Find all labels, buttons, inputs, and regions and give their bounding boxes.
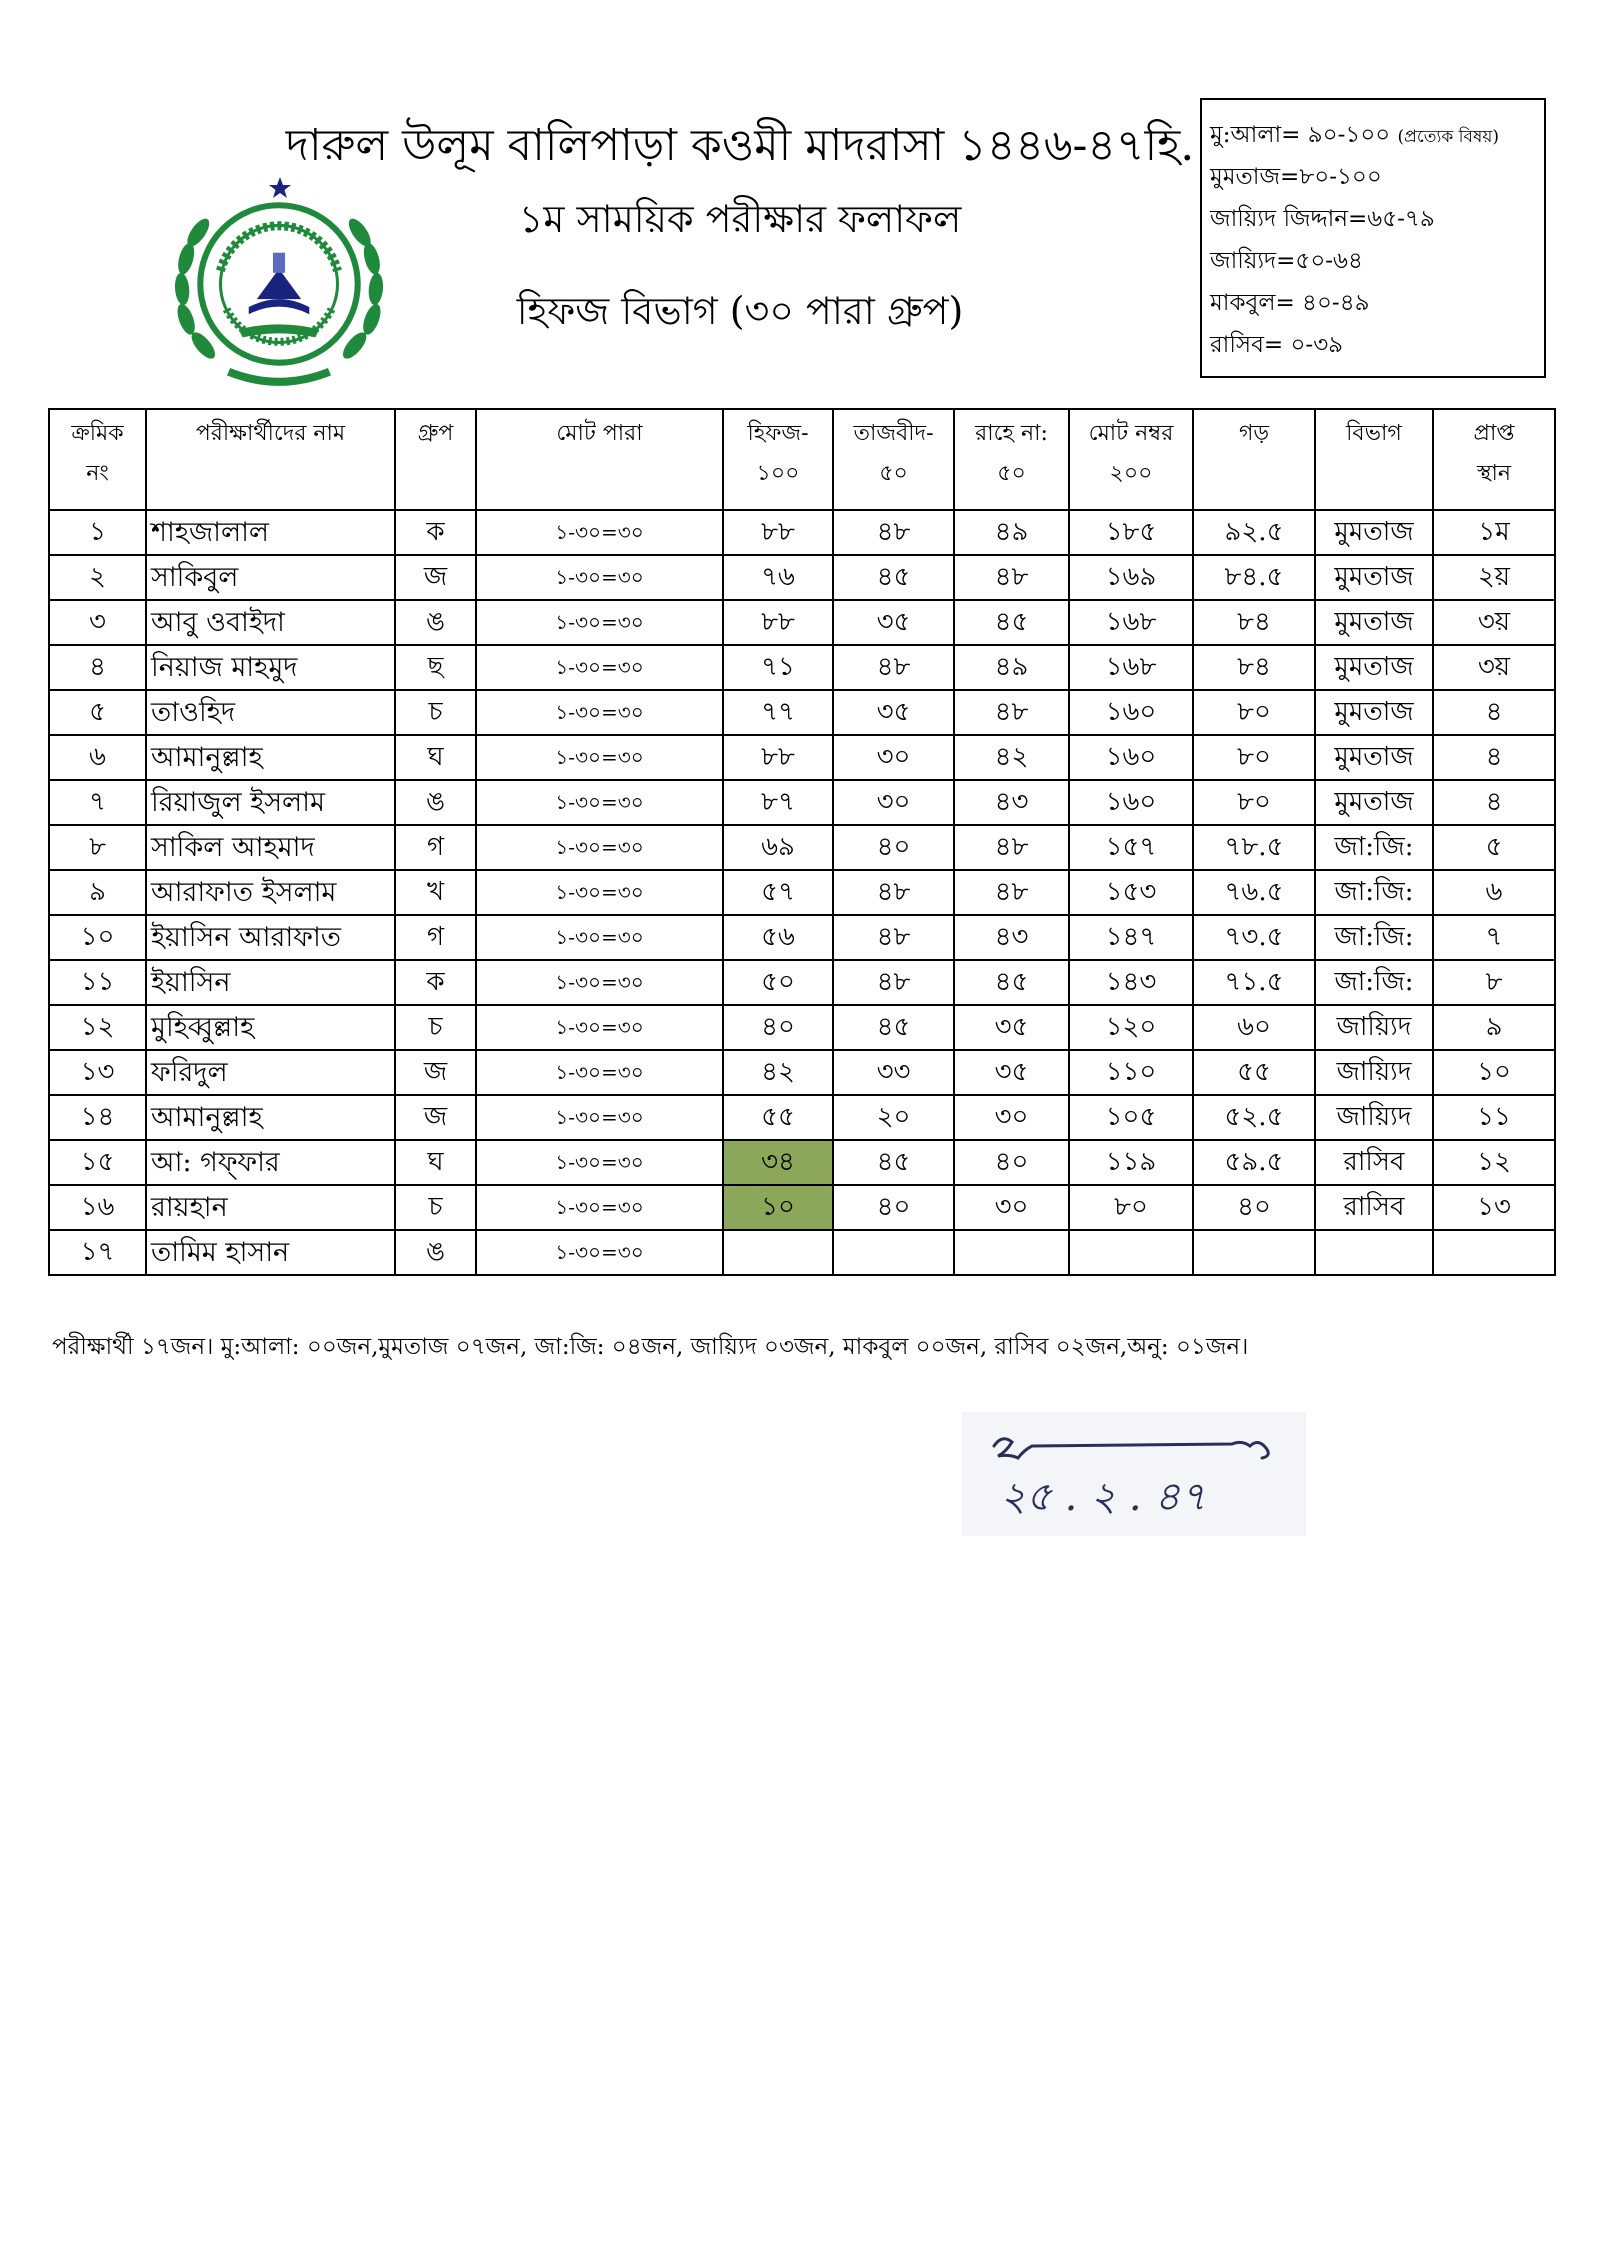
cell-rahe: ৪২ <box>954 735 1069 780</box>
cell-total <box>1069 1230 1193 1275</box>
cell-position: ৪ <box>1433 735 1555 780</box>
cell-group: জ <box>395 1050 476 1095</box>
cell-hifz: ৮৭ <box>723 780 833 825</box>
cell-avg: ৪০ <box>1193 1185 1315 1230</box>
cell-para: ১-৩০=৩০ <box>476 1140 723 1185</box>
cell-group: চ <box>395 1185 476 1230</box>
cell-position: ৪ <box>1433 690 1555 735</box>
cell-total: ১৪৩ <box>1069 960 1193 1005</box>
column-header-sublabel: স্থান <box>1476 461 1512 486</box>
cell-total: ১৬৮ <box>1069 645 1193 690</box>
cell-para: ১-৩০=৩০ <box>476 870 723 915</box>
cell-para: ১-৩০=৩০ <box>476 825 723 870</box>
cell-group: খ <box>395 870 476 915</box>
cell-tajweed: ৪৫ <box>833 555 954 600</box>
cell-tajweed: ৪৮ <box>833 870 954 915</box>
table-row <box>49 1140 1555 1185</box>
cell-division: জা:জি: <box>1315 870 1433 915</box>
column-header-label: গ্রুপ <box>417 421 454 446</box>
grade-line: জায়্যিদ=৫০-৬৪ <box>1210 248 1363 274</box>
table-row <box>49 780 1555 825</box>
cell-division: জা:জি: <box>1315 915 1433 960</box>
table-row <box>49 1050 1555 1095</box>
cell-avg <box>1193 1230 1315 1275</box>
cell-sl: ৯ <box>49 870 146 915</box>
cell-tajweed: ৩৫ <box>833 600 954 645</box>
cell-hifz: ৭৭ <box>723 690 833 735</box>
cell-sl: ৩ <box>49 600 146 645</box>
column-header <box>954 409 1069 510</box>
cell-sl: ১০ <box>49 915 146 960</box>
cell-para: ১-৩০=৩০ <box>476 1230 723 1275</box>
cell-division: জায়্যিদ <box>1315 1095 1433 1140</box>
cell-total: ১৬৯ <box>1069 555 1193 600</box>
cell-total: ১৬৮ <box>1069 600 1193 645</box>
cell-rahe: ৩৫ <box>954 1005 1069 1050</box>
cell-rahe: ৪৫ <box>954 960 1069 1005</box>
cell-name: আমানুল্লাহ <box>146 735 395 780</box>
cell-para: ১-৩০=৩০ <box>476 645 723 690</box>
cell-para: ১-৩০=৩০ <box>476 1095 723 1140</box>
cell-tajweed: ৩৫ <box>833 690 954 735</box>
table-row <box>49 600 1555 645</box>
cell-hifz: ৩৪ <box>723 1140 833 1185</box>
cell-para: ১-৩০=৩০ <box>476 1050 723 1095</box>
cell-name: ইয়াসিন আরাফাত <box>146 915 395 960</box>
cell-position: ৮ <box>1433 960 1555 1005</box>
table-row <box>49 960 1555 1005</box>
cell-avg: ৮৪.৫ <box>1193 555 1315 600</box>
grade-scale-box <box>1200 98 1546 378</box>
column-header-label: মোট নম্বর <box>1088 421 1174 446</box>
cell-division: জায়্যিদ <box>1315 1050 1433 1095</box>
cell-avg: ৭৮.৫ <box>1193 825 1315 870</box>
cell-sl: ৮ <box>49 825 146 870</box>
table-row <box>49 555 1555 600</box>
table-row <box>49 825 1555 870</box>
cell-rahe: ৪০ <box>954 1140 1069 1185</box>
cell-para: ১-৩০=৩০ <box>476 600 723 645</box>
cell-para: ১-৩০=৩০ <box>476 555 723 600</box>
cell-tajweed <box>833 1230 954 1275</box>
cell-sl: ৫ <box>49 690 146 735</box>
cell-name: ফরিদুল <box>146 1050 395 1095</box>
cell-sl: ৪ <box>49 645 146 690</box>
cell-group: ঙ <box>395 1230 476 1275</box>
cell-division: জা:জি: <box>1315 825 1433 870</box>
cell-position: ৩য় <box>1433 600 1555 645</box>
cell-group: জ <box>395 555 476 600</box>
grade-line: মাকবুল= ৪০-৪৯ <box>1210 290 1370 316</box>
grade-line: মু:আলা= ৯০-১০০ (প্রত্যেক বিষয়) <box>1210 122 1500 148</box>
cell-name: তামিম হাসান <box>146 1230 395 1275</box>
cell-sl: ১৩ <box>49 1050 146 1095</box>
cell-tajweed: ২০ <box>833 1095 954 1140</box>
cell-hifz: ৪০ <box>723 1005 833 1050</box>
cell-name: আ: গফ্ফার <box>146 1140 395 1185</box>
cell-division: রাসিব <box>1315 1140 1433 1185</box>
cell-group: গ <box>395 915 476 960</box>
table-header-row <box>49 409 1555 510</box>
cell-division: মুমতাজ <box>1315 780 1433 825</box>
cell-rahe: ৪৮ <box>954 825 1069 870</box>
cell-avg: ৬০ <box>1193 1005 1315 1050</box>
column-header <box>146 409 395 510</box>
cell-avg: ৭৬.৫ <box>1193 870 1315 915</box>
cell-name: তাওহিদ <box>146 690 395 735</box>
cell-avg: ৮৪ <box>1193 645 1315 690</box>
cell-tajweed: ৩০ <box>833 780 954 825</box>
cell-position: ১২ <box>1433 1140 1555 1185</box>
cell-avg: ৯২.৫ <box>1193 510 1315 555</box>
column-header <box>723 409 833 510</box>
cell-group: চ <box>395 1005 476 1050</box>
column-header-label: রাহে না: <box>975 421 1048 446</box>
cell-sl: ১১ <box>49 960 146 1005</box>
cell-division: মুমতাজ <box>1315 645 1433 690</box>
cell-position <box>1433 1230 1555 1275</box>
cell-hifz <box>723 1230 833 1275</box>
cell-sl: ১ <box>49 510 146 555</box>
cell-tajweed: ৪০ <box>833 825 954 870</box>
cell-total: ১১৯ <box>1069 1140 1193 1185</box>
cell-total: ১৫৩ <box>1069 870 1193 915</box>
column-header-sublabel: নং <box>86 461 109 486</box>
cell-position: ১০ <box>1433 1050 1555 1095</box>
column-header <box>1069 409 1193 510</box>
table-row <box>49 690 1555 735</box>
grade-line: জায়্যিদ জিদ্দান=৬৫-৭৯ <box>1210 206 1435 232</box>
cell-tajweed: ৩০ <box>833 735 954 780</box>
department-title: হিফজ বিভাগ (৩০ পারা গ্রুপ) <box>516 289 964 333</box>
cell-hifz: ৫৫ <box>723 1095 833 1140</box>
cell-avg: ৭৩.৫ <box>1193 915 1315 960</box>
cell-name: নিয়াজ মাহমুদ <box>146 645 395 690</box>
table-row <box>49 735 1555 780</box>
cell-total: ১৬০ <box>1069 735 1193 780</box>
cell-para: ১-৩০=৩০ <box>476 690 723 735</box>
cell-avg: ৫২.৫ <box>1193 1095 1315 1140</box>
cell-position: ৬ <box>1433 870 1555 915</box>
cell-para: ১-৩০=৩০ <box>476 1005 723 1050</box>
column-header <box>476 409 723 510</box>
column-header <box>49 409 146 510</box>
cell-para: ১-৩০=৩০ <box>476 1185 723 1230</box>
result-table <box>48 408 1556 1276</box>
cell-name: আরাফাত ইসলাম <box>146 870 395 915</box>
cell-position: ৪ <box>1433 780 1555 825</box>
cell-rahe: ৪৩ <box>954 915 1069 960</box>
column-header-label: বিভাগ <box>1346 421 1402 446</box>
cell-tajweed: ৪৮ <box>833 960 954 1005</box>
signature-image <box>962 1412 1306 1536</box>
cell-sl: ১৪ <box>49 1095 146 1140</box>
cell-group: ছ <box>395 645 476 690</box>
column-header-label: ক্রমিক <box>71 421 124 446</box>
cell-tajweed: ৩৩ <box>833 1050 954 1095</box>
cell-para: ১-৩০=৩০ <box>476 780 723 825</box>
cell-hifz: ৬৯ <box>723 825 833 870</box>
grade-line: রাসিব= ০-৩৯ <box>1210 332 1344 358</box>
cell-total: ১৫৭ <box>1069 825 1193 870</box>
cell-division <box>1315 1230 1433 1275</box>
cell-rahe: ৪৮ <box>954 870 1069 915</box>
table-row <box>49 1095 1555 1140</box>
cell-name: রিয়াজুল ইসলাম <box>146 780 395 825</box>
cell-position: ১৩ <box>1433 1185 1555 1230</box>
signature-date: ২৫ . ২ . ৪৭ <box>1000 1474 1207 1520</box>
column-header-sublabel: ৫০ <box>879 461 908 486</box>
document-title: দারুল উলূম বালিপাড়া কওমী মাদরাসা ১৪৪৬-৪৭হি. <box>285 120 1195 171</box>
cell-hifz: ৫৬ <box>723 915 833 960</box>
cell-division: মুমতাজ <box>1315 555 1433 600</box>
cell-hifz: ১০ <box>723 1185 833 1230</box>
column-header-label: তাজবীদ- <box>853 421 934 446</box>
cell-hifz: ৫০ <box>723 960 833 1005</box>
cell-avg: ৮০ <box>1193 690 1315 735</box>
column-header <box>395 409 476 510</box>
column-header <box>1315 409 1433 510</box>
cell-tajweed: ৪০ <box>833 1185 954 1230</box>
table-row <box>49 1230 1555 1275</box>
cell-para: ১-৩০=৩০ <box>476 915 723 960</box>
cell-tajweed: ৪৮ <box>833 645 954 690</box>
cell-hifz: ৮৮ <box>723 600 833 645</box>
cell-group: ঘ <box>395 1140 476 1185</box>
cell-avg: ৮০ <box>1193 735 1315 780</box>
cell-sl: ৭ <box>49 780 146 825</box>
table-row <box>49 870 1555 915</box>
cell-tajweed: ৪৮ <box>833 915 954 960</box>
cell-para: ১-৩০=৩০ <box>476 510 723 555</box>
table-row <box>49 1005 1555 1050</box>
cell-name: সাকিবুল <box>146 555 395 600</box>
cell-total: ১৪৭ <box>1069 915 1193 960</box>
cell-avg: ৫৯.৫ <box>1193 1140 1315 1185</box>
cell-name: রায়হান <box>146 1185 395 1230</box>
cell-hifz: ৭১ <box>723 645 833 690</box>
cell-avg: ৮০ <box>1193 780 1315 825</box>
cell-rahe: ৩০ <box>954 1185 1069 1230</box>
cell-position: ১ম <box>1433 510 1555 555</box>
cell-para: ১-৩০=৩০ <box>476 960 723 1005</box>
cell-division: মুমতাজ <box>1315 510 1433 555</box>
cell-position: ৫ <box>1433 825 1555 870</box>
cell-group: জ <box>395 1095 476 1140</box>
cell-position: ৯ <box>1433 1005 1555 1050</box>
cell-rahe: ৪৮ <box>954 690 1069 735</box>
cell-hifz: ৮৮ <box>723 735 833 780</box>
cell-hifz: ৪২ <box>723 1050 833 1095</box>
cell-group: চ <box>395 690 476 735</box>
cell-name: আবু ওবাইদা <box>146 600 395 645</box>
cell-sl: ১৫ <box>49 1140 146 1185</box>
column-header-label: গড় <box>1238 421 1270 446</box>
cell-total: ৮০ <box>1069 1185 1193 1230</box>
cell-avg: ৭১.৫ <box>1193 960 1315 1005</box>
cell-tajweed: ৪৮ <box>833 510 954 555</box>
column-header-sublabel: ১০০ <box>756 461 800 486</box>
column-header-label: প্রাপ্ত <box>1473 421 1515 446</box>
cell-total: ১২০ <box>1069 1005 1193 1050</box>
cell-group: ঙ <box>395 600 476 645</box>
cell-tajweed: ৪৫ <box>833 1140 954 1185</box>
cell-group: ক <box>395 960 476 1005</box>
cell-division: মুমতাজ <box>1315 600 1433 645</box>
cell-division: জা:জি: <box>1315 960 1433 1005</box>
table-row <box>49 510 1555 555</box>
cell-division: রাসিব <box>1315 1185 1433 1230</box>
cell-position: ৩য় <box>1433 645 1555 690</box>
cell-avg: ৫৫ <box>1193 1050 1315 1095</box>
column-header-sublabel: ৫০ <box>997 461 1026 486</box>
column-header <box>1193 409 1315 510</box>
cell-rahe: ৪৯ <box>954 645 1069 690</box>
cell-total: ১৮৫ <box>1069 510 1193 555</box>
cell-name: শাহজালাল <box>146 510 395 555</box>
cell-tajweed: ৪৫ <box>833 1005 954 1050</box>
cell-sl: ১২ <box>49 1005 146 1050</box>
cell-group: ঙ <box>395 780 476 825</box>
cell-hifz: ৫৭ <box>723 870 833 915</box>
table-row <box>49 1185 1555 1230</box>
result-summary: পরীক্ষার্থী ১৭জন। মু:আলা: ০০জন,মুমতাজ ০৭জন, জা:জি: ০৪জন, জায়্যিদ ০৩জন, মাকবুল ০০জন, রাসিব ০২জন,অনু: ০১জন। <box>52 1334 1249 1360</box>
column-header <box>1433 409 1555 510</box>
grade-line: মুমতাজ=৮০-১০০ <box>1210 164 1382 190</box>
exam-subtitle: ১ম সাময়িক পরীক্ষার ফলাফল <box>518 197 962 241</box>
cell-total: ১৬০ <box>1069 690 1193 735</box>
table-row <box>49 915 1555 960</box>
cell-division: মুমতাজ <box>1315 690 1433 735</box>
cell-name: মুহিব্বুল্লাহ <box>146 1005 395 1050</box>
column-header-label: হিফজ- <box>747 421 809 446</box>
cell-sl: ২ <box>49 555 146 600</box>
cell-group: ঘ <box>395 735 476 780</box>
cell-position: ১১ <box>1433 1095 1555 1140</box>
cell-sl: ১৭ <box>49 1230 146 1275</box>
column-header-label: মোট পারা <box>556 421 643 446</box>
cell-total: ১৬০ <box>1069 780 1193 825</box>
cell-para: ১-৩০=৩০ <box>476 735 723 780</box>
cell-total: ১০৫ <box>1069 1095 1193 1140</box>
cell-position: ২য় <box>1433 555 1555 600</box>
cell-division: জায়্যিদ <box>1315 1005 1433 1050</box>
cell-sl: ৬ <box>49 735 146 780</box>
cell-name: ইয়াসিন <box>146 960 395 1005</box>
cell-name: সাকিল আহমাদ <box>146 825 395 870</box>
cell-hifz: ৭৬ <box>723 555 833 600</box>
cell-rahe: ৪৯ <box>954 510 1069 555</box>
cell-rahe: ৪৫ <box>954 600 1069 645</box>
cell-division: মুমতাজ <box>1315 735 1433 780</box>
cell-hifz: ৮৮ <box>723 510 833 555</box>
cell-rahe: ৪৮ <box>954 555 1069 600</box>
cell-name: আমানুল্লাহ <box>146 1095 395 1140</box>
column-header-label: পরীক্ষার্থীদের নাম <box>195 421 346 446</box>
cell-sl: ১৬ <box>49 1185 146 1230</box>
cell-rahe: ৩৫ <box>954 1050 1069 1095</box>
cell-group: গ <box>395 825 476 870</box>
cell-rahe: ৪৩ <box>954 780 1069 825</box>
cell-group: ক <box>395 510 476 555</box>
cell-avg: ৮৪ <box>1193 600 1315 645</box>
cell-rahe: ৩০ <box>954 1095 1069 1140</box>
column-header <box>833 409 954 510</box>
cell-position: ৭ <box>1433 915 1555 960</box>
column-header-sublabel: ২০০ <box>1109 461 1153 486</box>
table-row <box>49 645 1555 690</box>
cell-total: ১১০ <box>1069 1050 1193 1095</box>
cell-rahe <box>954 1230 1069 1275</box>
